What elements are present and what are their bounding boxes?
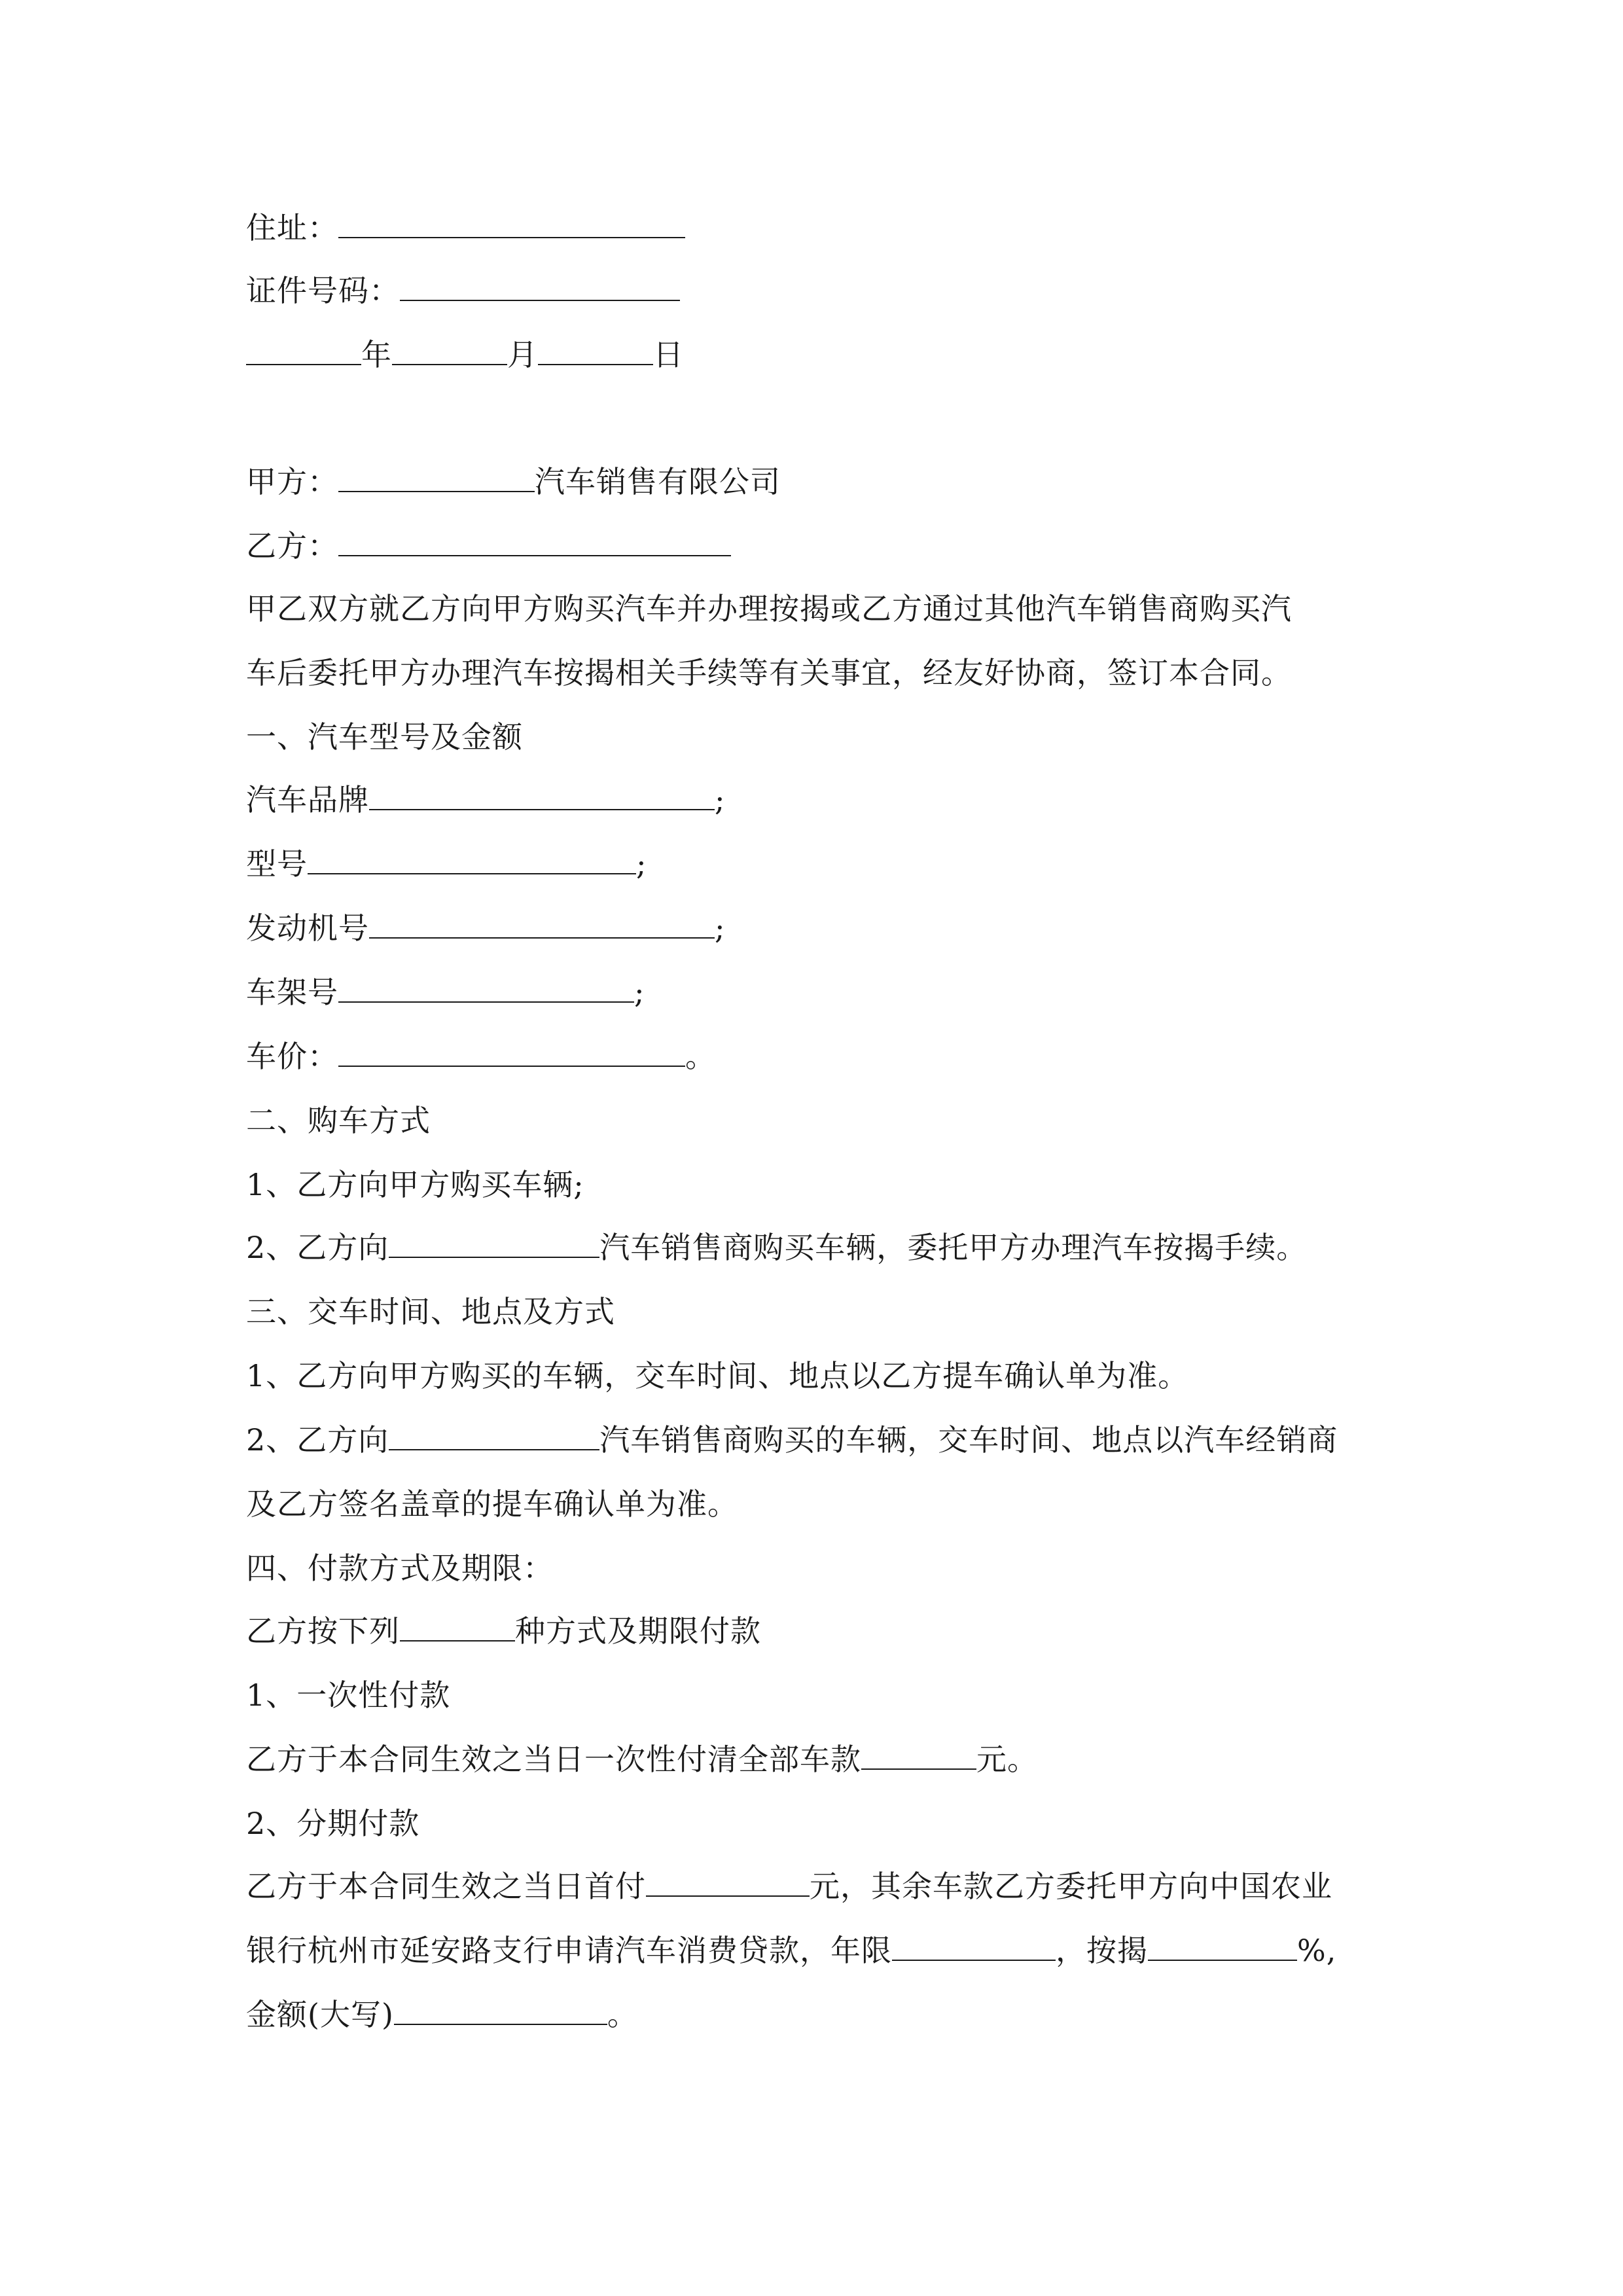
installment-line-2 xyxy=(246,1931,1336,1970)
frame-label: 车架号 xyxy=(246,975,338,1010)
model-semicolon: ; xyxy=(636,846,647,882)
frame-line xyxy=(246,973,645,1012)
party-a-label: 甲方： xyxy=(246,464,338,499)
section-2-item-1: 1、乙方向甲方购买车辆; xyxy=(246,1167,584,1202)
section-2-dealer-blank[interactable] xyxy=(389,1232,599,1258)
down-payment-prefix: 乙方于本合同生效之当日首付 xyxy=(246,1869,646,1904)
section-3-item-1: 1、乙方向甲方购买的车辆，交车时间、地点以乙方提车确认单为准。 xyxy=(246,1358,1189,1393)
down-payment-blank[interactable] xyxy=(646,1871,810,1897)
id-number-line xyxy=(246,271,680,310)
id-number-blank[interactable] xyxy=(400,275,680,301)
loan-term-blank[interactable] xyxy=(892,1935,1056,1961)
model-line xyxy=(246,844,647,884)
year-blank[interactable] xyxy=(246,339,361,365)
engine-blank[interactable] xyxy=(369,912,715,939)
price-label: 车价： xyxy=(246,1039,338,1074)
amount-words-blank[interactable] xyxy=(394,1999,607,2025)
engine-line xyxy=(246,908,726,948)
percent-sign: %, xyxy=(1297,1933,1337,1968)
frame-semicolon: ; xyxy=(634,975,645,1010)
installment-line-3 xyxy=(246,1995,638,2034)
intro-line-2: 车后委托甲方办理汽车按揭相关手续等有关事宜，经友好协商，签订本合同。 xyxy=(246,655,1292,691)
address-blank[interactable] xyxy=(338,212,685,238)
date-line xyxy=(246,335,684,374)
price-line xyxy=(246,1037,716,1076)
payment-choice-line xyxy=(246,1611,761,1651)
section-3-item-2-suffix: 汽车销售商购买的车辆，交车时间、地点以汽车经销商 xyxy=(599,1422,1338,1458)
payment-choice-prefix: 乙方按下列 xyxy=(246,1613,400,1649)
section-2-item-2 xyxy=(246,1228,1307,1267)
engine-label: 发动机号 xyxy=(246,910,369,946)
amount-words-period: 。 xyxy=(607,1997,638,2032)
party-b-blank[interactable] xyxy=(338,530,731,556)
price-blank[interactable] xyxy=(338,1041,685,1067)
section-3-item-2-line-2: 及乙方签名盖章的提车确认单为准。 xyxy=(246,1486,738,1522)
section-2-title: 二、购车方式 xyxy=(246,1103,431,1138)
down-payment-suffix: 元，其余车款乙方委托甲方向中国农业 xyxy=(810,1869,1332,1904)
address-label: 住址： xyxy=(246,210,338,245)
lump-sum-title: 1、一次性付款 xyxy=(246,1677,451,1713)
payment-choice-blank[interactable] xyxy=(400,1615,515,1641)
engine-semicolon: ; xyxy=(715,910,726,946)
party-a-blank[interactable] xyxy=(338,466,535,492)
id-number-label: 证件号码： xyxy=(246,273,400,308)
model-blank[interactable] xyxy=(308,848,636,874)
amount-words-label: 金额(大写) xyxy=(246,1997,394,2032)
brand-label: 汽车品牌 xyxy=(246,782,369,817)
frame-blank[interactable] xyxy=(338,977,634,1003)
party-b-line xyxy=(246,526,731,565)
address-line xyxy=(246,208,685,247)
section-3-title: 三、交车时间、地点及方式 xyxy=(246,1294,615,1329)
model-label: 型号 xyxy=(246,846,308,882)
installment-line-1 xyxy=(246,1867,1332,1906)
lump-sum-suffix: 元。 xyxy=(976,1742,1038,1777)
section-1-title: 一、汽车型号及金额 xyxy=(246,719,523,755)
section-3-item-2 xyxy=(246,1420,1338,1460)
party-a-company-suffix: 汽车销售有限公司 xyxy=(535,464,781,499)
brand-blank[interactable] xyxy=(369,784,715,810)
lump-sum-prefix: 乙方于本合同生效之当日一次性付清全部车款 xyxy=(246,1742,861,1777)
lump-sum-line xyxy=(246,1740,1038,1779)
section-3-dealer-blank[interactable] xyxy=(389,1424,599,1450)
section-2-item-2-suffix: 汽车销售商购买车辆，委托甲方办理汽车按揭手续。 xyxy=(599,1230,1308,1265)
party-a-line xyxy=(246,462,781,501)
day-blank[interactable] xyxy=(538,339,653,365)
year-label: 年 xyxy=(361,337,392,372)
mortgage-percent-blank[interactable] xyxy=(1148,1935,1297,1961)
month-label: 月 xyxy=(507,337,538,372)
mortgage-label: ，按揭 xyxy=(1056,1933,1148,1968)
brand-line xyxy=(246,780,726,819)
section-2-item-2-prefix: 2、乙方向 xyxy=(246,1230,389,1265)
party-b-label: 乙方： xyxy=(246,528,338,564)
brand-semicolon: ; xyxy=(715,782,726,817)
section-3-item-2-prefix: 2、乙方向 xyxy=(246,1422,389,1458)
section-4-title: 四、付款方式及期限： xyxy=(246,1551,554,1586)
loan-term-prefix: 银行杭州市延安路支行申请汽车消费贷款，年限 xyxy=(246,1933,892,1968)
price-period: 。 xyxy=(685,1039,716,1074)
lump-sum-amount-blank[interactable] xyxy=(861,1744,976,1770)
installment-title: 2、分期付款 xyxy=(246,1806,420,1841)
intro-line-1: 甲乙双方就乙方向甲方购买汽车并办理按揭或乙方通过其他汽车销售商购买汽 xyxy=(246,591,1292,626)
payment-choice-suffix: 种方式及期限付款 xyxy=(515,1613,761,1649)
day-label: 日 xyxy=(653,337,684,372)
month-blank[interactable] xyxy=(392,339,507,365)
